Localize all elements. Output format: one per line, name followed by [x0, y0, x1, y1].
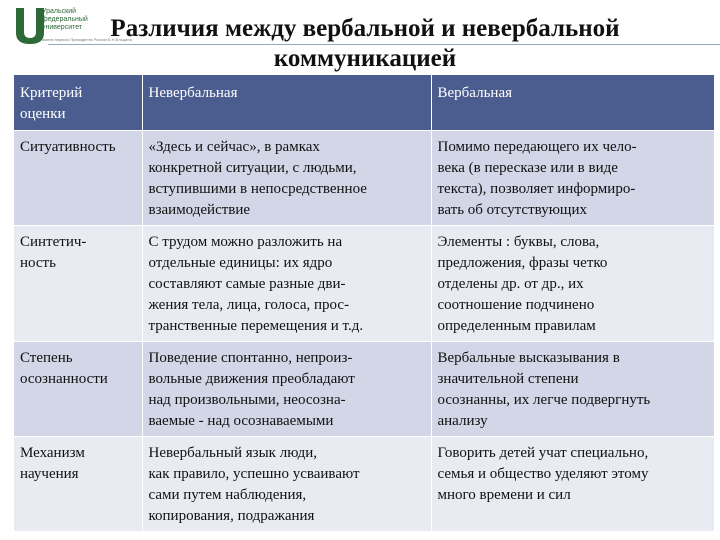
page-title: Различия между вербальной и невербальной коммуникацией	[110, 15, 620, 72]
header-criterion: Критерий оценки	[14, 75, 142, 130]
row-nonverbal: Поведение спонтанно, непроиз- вольные движения преобладают над произвольными, неосозна- ваемые - над осознаваемыми	[142, 341, 431, 436]
row-criterion: Синтетич- ность	[14, 225, 142, 341]
row-verbal: Помимо передающего их чело- века (в пересказе или в виде текста), позволяет информиро- вать об отсутствующих	[431, 130, 714, 225]
row-verbal: Говорить детей учат специально, семья и общество уделяют этому много времени и сил	[431, 436, 714, 531]
table-row	[14, 225, 714, 341]
row-nonverbal: С трудом можно разложить на отдельные единицы: их ядро составляют самые разные дви- жения тела, лица, голоса, прос- транственные перемещения и т.д.	[142, 225, 431, 341]
title-divider	[48, 44, 720, 45]
university-name: Уральский федеральный университет	[42, 8, 88, 31]
row-verbal: Элементы : буквы, слова, предложения, фразы четко отделены др. от др., их соотношение подчинено определенным правилам	[431, 225, 714, 341]
university-subtitle: имени первого Президента России Б.Н.Ельцина	[42, 37, 132, 42]
table-header-row	[14, 75, 714, 130]
header-nonverbal: Невербальная	[142, 75, 431, 130]
row-verbal: Вербальные высказывания в значительной степени осознанны, их легче подвергнуть анализу	[431, 341, 714, 436]
row-nonverbal: Невербальный язык люди, как правило, успешно усваивают сами путем наблюдения, копирования, подражания	[142, 436, 431, 531]
comparison-table	[14, 75, 714, 531]
row-criterion: Степень осознанности	[14, 341, 142, 436]
row-criterion: Ситуативность	[14, 130, 142, 225]
header-verbal: Вербальная	[437, 85, 512, 101]
table-row	[14, 341, 714, 436]
row-nonverbal: «Здесь и сейчас», в рамках конкретной ситуации, с людьми, вступившими в непосредственное взаимодействие	[142, 130, 431, 225]
table-row	[14, 130, 714, 225]
row-criterion: Механизм научения	[14, 436, 142, 531]
table-row	[14, 436, 714, 531]
